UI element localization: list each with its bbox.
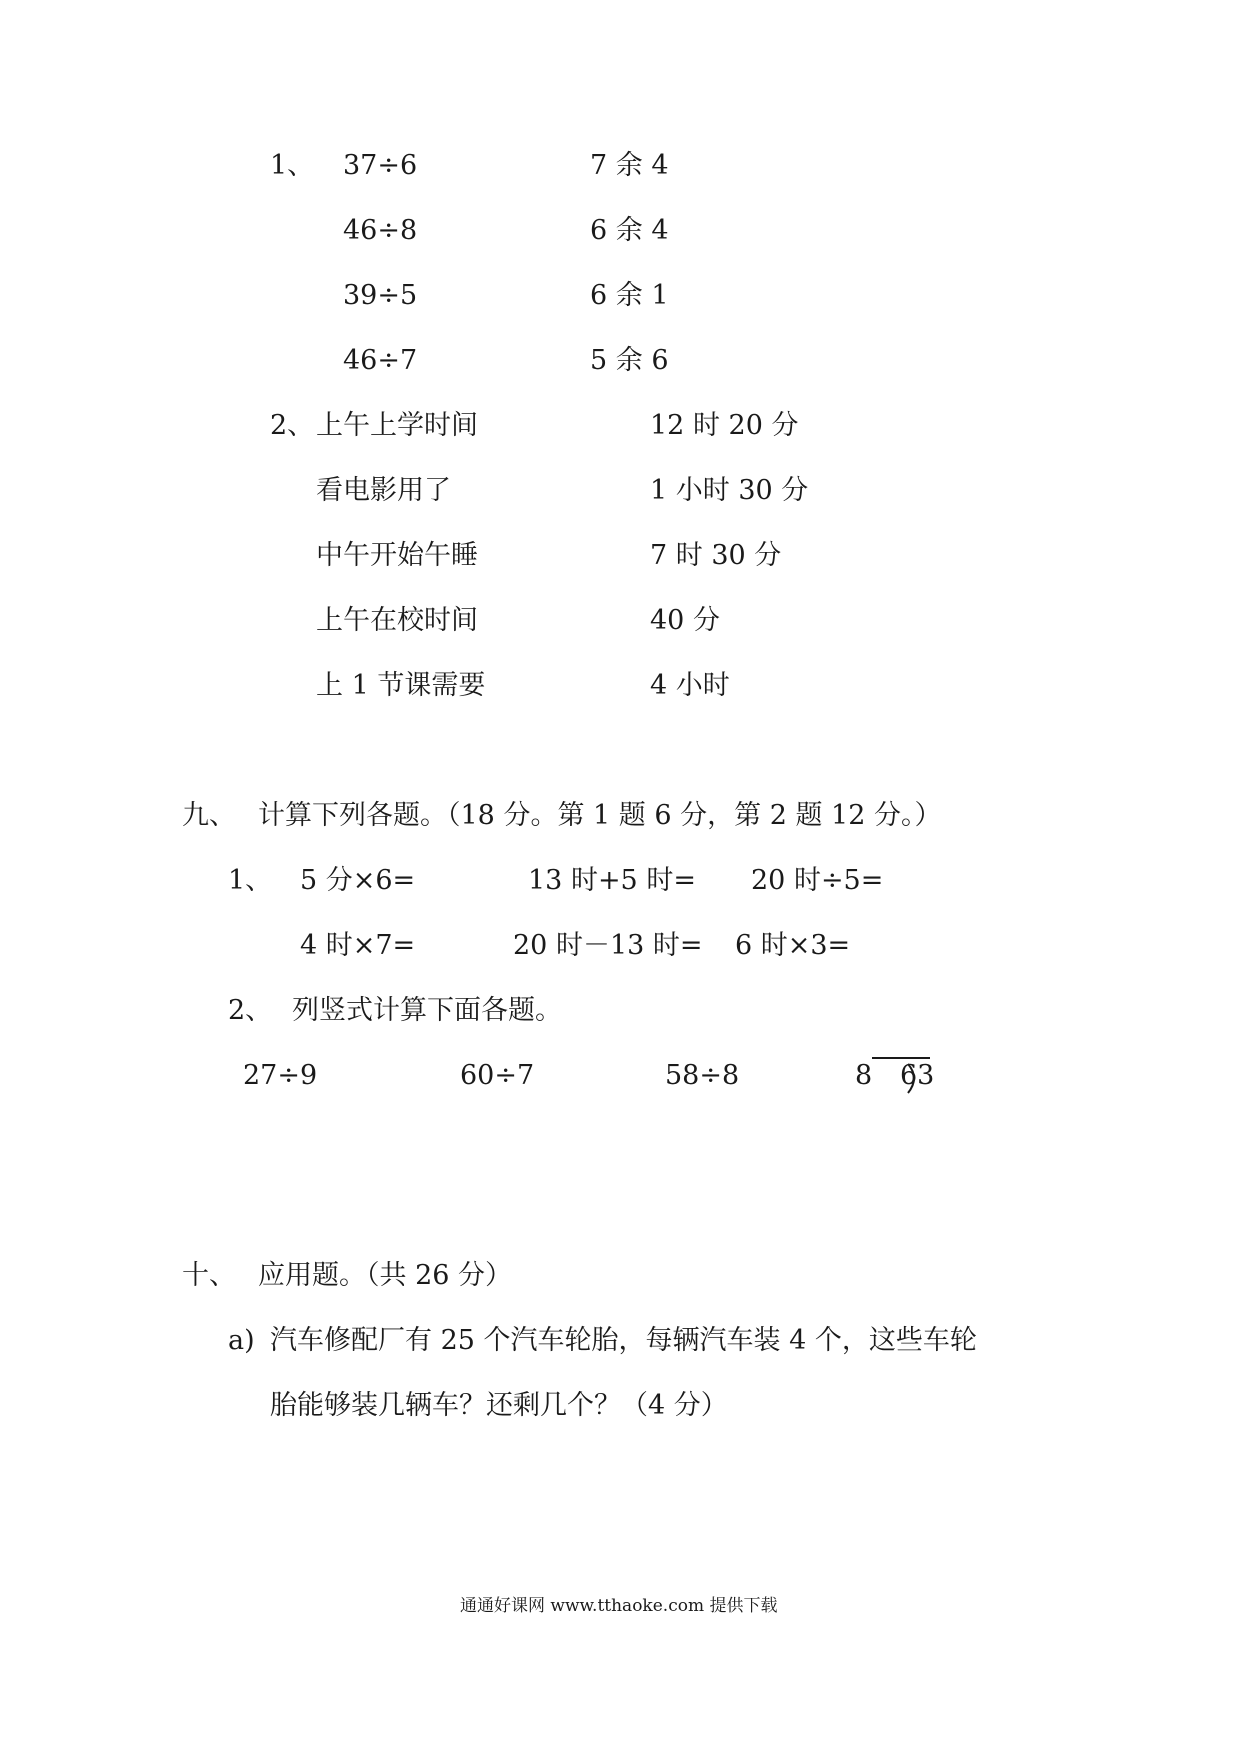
section-9-title: 计算下列各题。（18 分。第 1 题 6 分，第 2 题 12 分。） <box>258 800 942 831</box>
q10-a-text-line1: 汽车修配厂有 25 个汽车轮胎，每辆汽车装 4 个，这些车轮 <box>270 1325 977 1356</box>
q8-2-number: 2、 <box>270 410 315 441</box>
q8-1-number: 1、 <box>270 150 315 181</box>
q8-2-left-item: 中午开始午睡 <box>316 540 478 571</box>
q9-1-expression: 6 时×3= <box>735 930 851 961</box>
q10-a-label: a) <box>228 1325 255 1356</box>
q8-2-right-item: 40 分 <box>650 605 720 636</box>
q9-1-number: 1、 <box>228 865 273 896</box>
q8-2-left-item: 看电影用了 <box>316 475 451 506</box>
q8-1-left-item: 37÷6 <box>343 150 418 181</box>
long-division-vinculum <box>872 1057 930 1059</box>
long-division-divisor: 8 <box>855 1060 873 1091</box>
q8-1-right-item: 6 余 4 <box>590 215 669 246</box>
q9-2-problem: 58÷8 <box>665 1060 740 1091</box>
q8-1-right-item: 5 余 6 <box>590 345 669 376</box>
q9-2-number: 2、 <box>228 995 273 1026</box>
q8-2-right-item: 1 小时 30 分 <box>650 475 809 506</box>
page-footer: 通通好课网 www.tthaoke.com 提供下载 <box>460 1596 778 1616</box>
q8-1-right-item: 7 余 4 <box>590 150 669 181</box>
q9-1-expression: 4 时×7= <box>300 930 416 961</box>
section-9-number: 九、 <box>182 800 236 831</box>
q8-1-right-item: 6 余 1 <box>590 280 669 311</box>
long-division-dividend: 63 <box>900 1060 935 1091</box>
q9-2-problem: 27÷9 <box>243 1060 318 1091</box>
section-10-number: 十、 <box>182 1260 236 1291</box>
q9-2-problem: 60÷7 <box>460 1060 535 1091</box>
section-10-title: 应用题。（共 26 分） <box>258 1260 513 1291</box>
q8-2-right-item: 12 时 20 分 <box>650 410 799 441</box>
q8-1-left-item: 39÷5 <box>343 280 418 311</box>
q9-1-expression: 5 分×6= <box>300 865 416 896</box>
q9-1-expression: 20 时÷5= <box>751 865 884 896</box>
q8-2-left-item: 上午在校时间 <box>316 605 478 636</box>
q8-2-left-item: 上午上学时间 <box>316 410 478 441</box>
q8-2-left-item: 上 1 节课需要 <box>316 670 486 701</box>
q9-1-expression: 13 时+5 时= <box>528 865 696 896</box>
q8-1-left-item: 46÷8 <box>343 215 418 246</box>
q10-a-text-line2: 胎能够装几辆车？还剩几个？（4 分） <box>270 1390 728 1421</box>
q8-1-left-item: 46÷7 <box>343 345 418 376</box>
q9-1-expression: 20 时－13 时= <box>513 930 703 961</box>
q9-2-title: 列竖式计算下面各题。 <box>292 995 562 1026</box>
q8-2-right-item: 7 时 30 分 <box>650 540 782 571</box>
q8-2-right-item: 4 小时 <box>650 670 730 701</box>
